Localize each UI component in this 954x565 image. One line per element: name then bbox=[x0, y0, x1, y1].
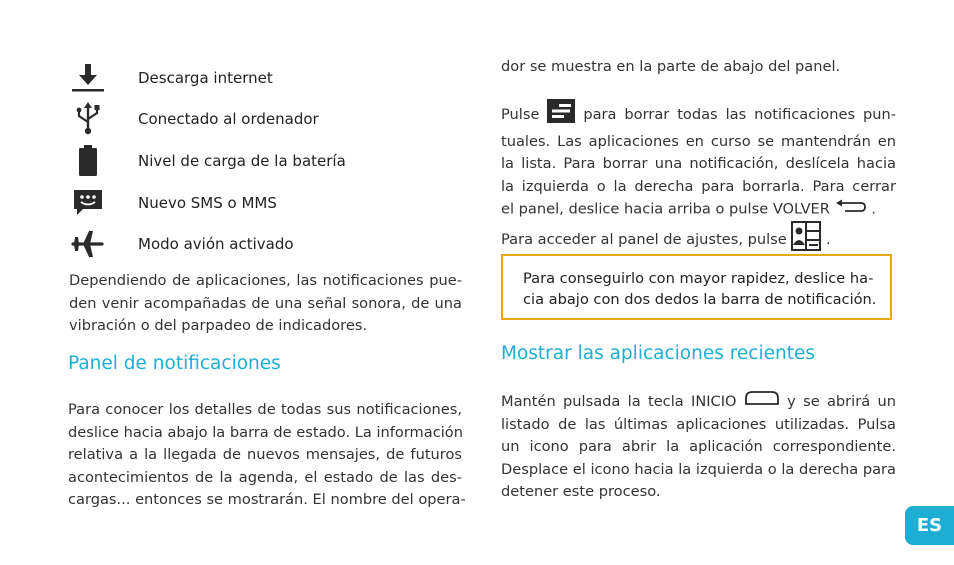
intro-paragraph bbox=[69, 270, 462, 338]
text-fragment: . bbox=[871, 200, 876, 218]
status-label: Conectado al ordenador bbox=[138, 110, 319, 128]
recent-apps-heading: Mostrar las aplicaciones recientes bbox=[501, 343, 815, 364]
continuation-paragraph bbox=[501, 56, 896, 79]
paragraph-line: Desplace el icono hacia la izquierda o la derecha para bbox=[501, 460, 896, 478]
paragraph-line: detener este proceso. bbox=[501, 483, 661, 500]
language-tab: ES bbox=[905, 506, 954, 545]
paragraph-line: deslice hacia abajo la barra de estado. La información bbox=[68, 423, 463, 441]
text-fragment: Pulse bbox=[501, 105, 540, 123]
battery-icon bbox=[68, 143, 108, 179]
paragraph-line bbox=[501, 221, 896, 259]
text-fragment: para borrar todas las notificaciones pun- bbox=[583, 105, 897, 123]
paragraph-line: acontecimientos de la agenda, el estado de las des- bbox=[68, 468, 462, 486]
paragraph-line: la izquierda o la derecha para borrarla. Para cerrar bbox=[501, 177, 896, 195]
clear-paragraph bbox=[501, 99, 896, 258]
status-row-airplane bbox=[68, 226, 468, 262]
panel-paragraph bbox=[68, 399, 466, 512]
paragraph-line: un icono para abrir la aplicación correspondiente. bbox=[501, 438, 896, 455]
text-fragment: Mantén pulsada la tecla INICIO bbox=[501, 392, 737, 410]
text-fragment: y se abrirá un bbox=[787, 392, 896, 410]
status-label: Nuevo SMS o MMS bbox=[138, 194, 277, 212]
paragraph-line: Dependiendo de aplicaciones, las notificaciones pue- bbox=[69, 272, 462, 289]
back-icon bbox=[835, 198, 867, 221]
status-row-usb bbox=[68, 101, 468, 137]
settings-panel-icon bbox=[791, 221, 821, 259]
paragraph-line: vibración o del parpadeo de indicadores. bbox=[69, 317, 368, 334]
paragraph-line: cargas... entonces se mostrarán. El nombre del opera- bbox=[68, 491, 466, 508]
usb-icon bbox=[68, 101, 108, 137]
status-label: Modo avión activado bbox=[138, 235, 294, 253]
clear-all-icon bbox=[547, 99, 575, 131]
status-label: Nivel de carga de la batería bbox=[138, 152, 346, 170]
text-fragment: . bbox=[826, 230, 831, 248]
text-fragment: Para acceder al panel de ajustes, pulse bbox=[501, 230, 787, 248]
tip-text bbox=[523, 268, 877, 310]
recent-apps-paragraph bbox=[501, 390, 896, 504]
status-row-sms bbox=[68, 185, 468, 221]
home-key-icon bbox=[744, 390, 780, 414]
paragraph-line: relativa a la llegada de nuevos mensajes, de futuros bbox=[68, 446, 462, 463]
status-row-download bbox=[68, 60, 468, 96]
airplane-icon bbox=[68, 226, 108, 262]
tip-line: cia abajo con dos dedos la barra de notificación. bbox=[523, 291, 877, 308]
paragraph-line bbox=[501, 198, 896, 221]
panel-heading: Panel de notificaciones bbox=[68, 353, 281, 374]
paragraph-line: tuales. Las aplicaciones en curso se mantendrán en bbox=[501, 132, 896, 150]
paragraph-line bbox=[501, 99, 896, 131]
paragraph-line bbox=[501, 390, 896, 414]
paragraph-line: la lista. Para borrar una notificación, deslícela hacia bbox=[501, 155, 896, 172]
download-icon bbox=[68, 60, 108, 96]
paragraph-line: listado de las últimas aplicaciones utilizadas. Pulsa bbox=[501, 415, 896, 433]
text-fragment: el panel, deslice hacia arriba o pulse VOLVER bbox=[501, 200, 830, 218]
paragraph-line: den venir acompañadas de una señal sonora, de una bbox=[69, 294, 462, 312]
status-row-battery bbox=[68, 143, 468, 179]
status-label: Descarga internet bbox=[138, 69, 273, 87]
tip-box bbox=[501, 254, 892, 320]
paragraph-line: dor se muestra en la parte de abajo del panel. bbox=[501, 58, 841, 75]
paragraph-line: Para conocer los detalles de todas sus notificaciones, bbox=[68, 401, 462, 418]
sms-icon bbox=[68, 185, 108, 221]
tip-line: Para conseguirlo con mayor rapidez, deslice ha- bbox=[523, 270, 874, 287]
